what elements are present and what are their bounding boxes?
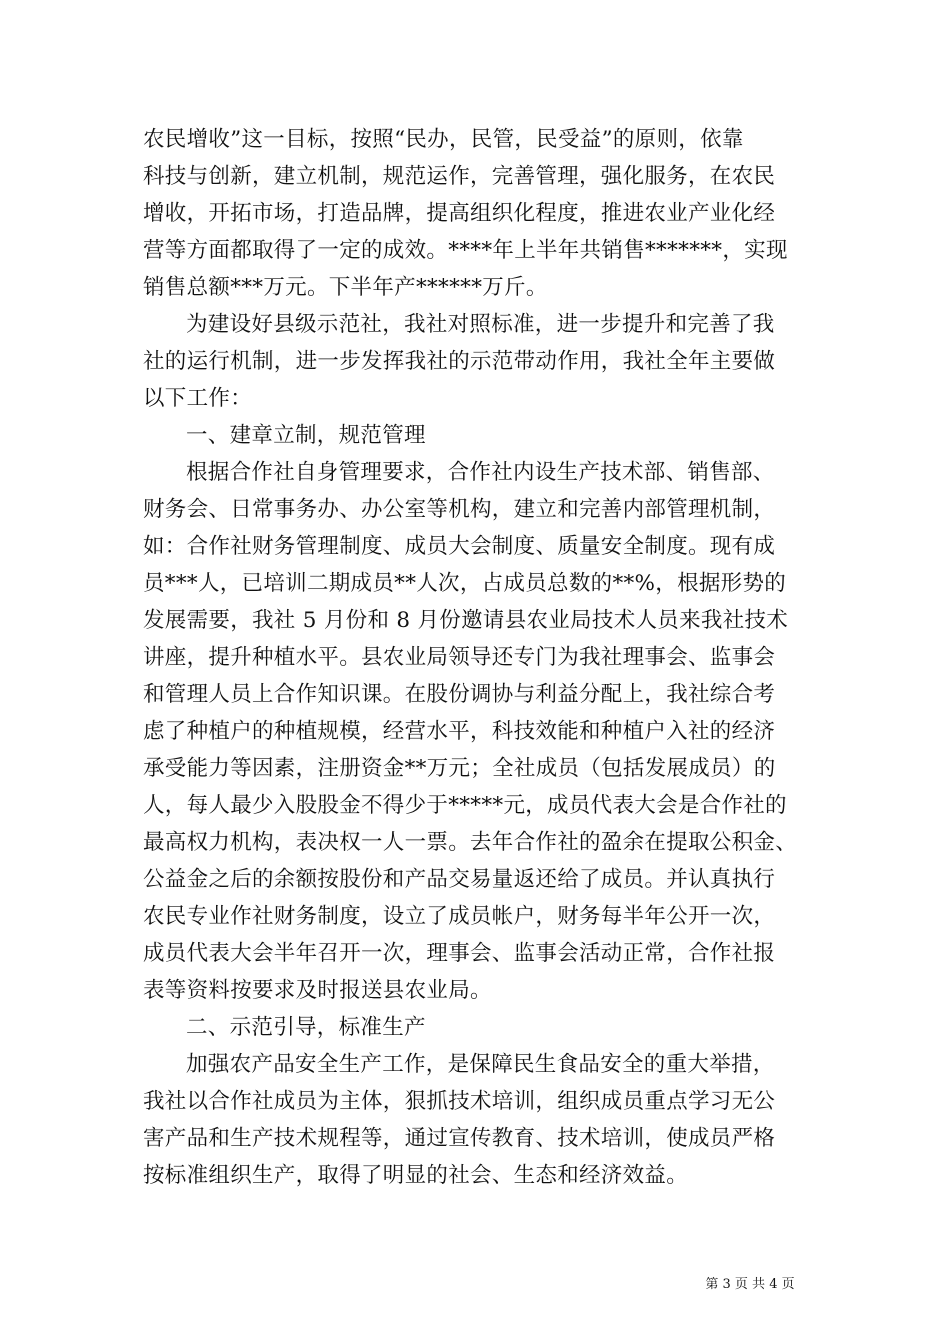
body-text-line: 人，每人最少入股股金不得少于*****元，成员代表大会是合作社的	[143, 793, 787, 818]
page-number: 第 3 页 共 4 页	[705, 1277, 795, 1292]
body-text-line: 表等资料按要求及时报送县农业局。	[143, 978, 492, 1003]
body-text-line: 销售总额***万元。下半年产******万斤。	[143, 275, 548, 300]
section-heading: 一、建章立制，规范管理	[186, 423, 426, 448]
body-text-line: 科技与创新，建立机制，规范运作，完善管理，强化服务，在农民	[143, 164, 776, 189]
body-text-line: 公益金之后的余额按股份和产品交易量返还给了成员。并认真执行	[143, 867, 776, 892]
body-text-line: 以下工作：	[143, 386, 253, 411]
body-text-line: 营等方面都取得了一定的成效。****年上半年共销售*******，实现	[143, 238, 788, 263]
body-text-line: 最高权力机构，表决权一人一票。去年合作社的盈余在提取公积金、	[143, 830, 798, 855]
body-text-line: 发展需要，我社 5 月份和 8 月份邀请县农业局技术人员来我社技术	[143, 608, 789, 633]
section-heading: 二、示范引导，标准生产	[186, 1015, 426, 1040]
body-text-line: 社的运行机制，进一步发挥我社的示范带动作用，我社全年主要做	[143, 349, 776, 374]
body-text-line: 农民专业作社财务制度，设立了成员帐户，财务每半年公开一次，	[143, 904, 776, 929]
body-text-line: 虑了种植户的种植规模，经营水平，科技效能和种植户入社的经济	[143, 719, 776, 744]
body-text-line: 根据合作社自身管理要求，合作社内设生产技术部、销售部、	[186, 460, 775, 485]
body-text-line: 为建设好县级示范社，我社对照标准，进一步提升和完善了我	[186, 312, 775, 337]
body-text-line: 员***人，已培训二期成员**人次，占成员总数的**%，根据形势的	[143, 571, 787, 596]
body-text-line: 加强农产品安全生产工作，是保障民生食品安全的重大举措，	[186, 1052, 775, 1077]
body-text-line: 农民增收”这一目标，按照“民办，民管，民受益”的原则，依靠	[143, 127, 744, 152]
body-text-line: 和管理人员上合作知识课。在股份调协与利益分配上，我社综合考	[143, 682, 776, 707]
body-text-line: 财务会、日常事务办、办公室等机构，建立和完善内部管理机制，	[143, 497, 776, 522]
body-text-line: 按标准组织生产，取得了明显的社会、生态和经济效益。	[143, 1163, 689, 1188]
body-text-line: 成员代表大会半年召开一次，理事会、监事会活动正常，合作社报	[143, 941, 776, 966]
body-text-line: 承受能力等因素，注册资金**万元；全社成员（包括发展成员）的	[143, 756, 776, 781]
body-text-line: 如：合作社财务管理制度、成员大会制度、质量安全制度。现有成	[143, 534, 776, 559]
body-text-line: 增收，开拓市场，打造品牌，提高组织化程度，推进农业产业化经	[143, 201, 776, 226]
body-text-line: 我社以合作社成员为主体，狠抓技术培训，组织成员重点学习无公	[143, 1089, 776, 1114]
body-text-line: 讲座，提升种植水平。县农业局领导还专门为我社理事会、监事会	[143, 645, 776, 670]
body-text-line: 害产品和生产技术规程等，通过宣传教育、技术培训，使成员严格	[143, 1126, 776, 1151]
